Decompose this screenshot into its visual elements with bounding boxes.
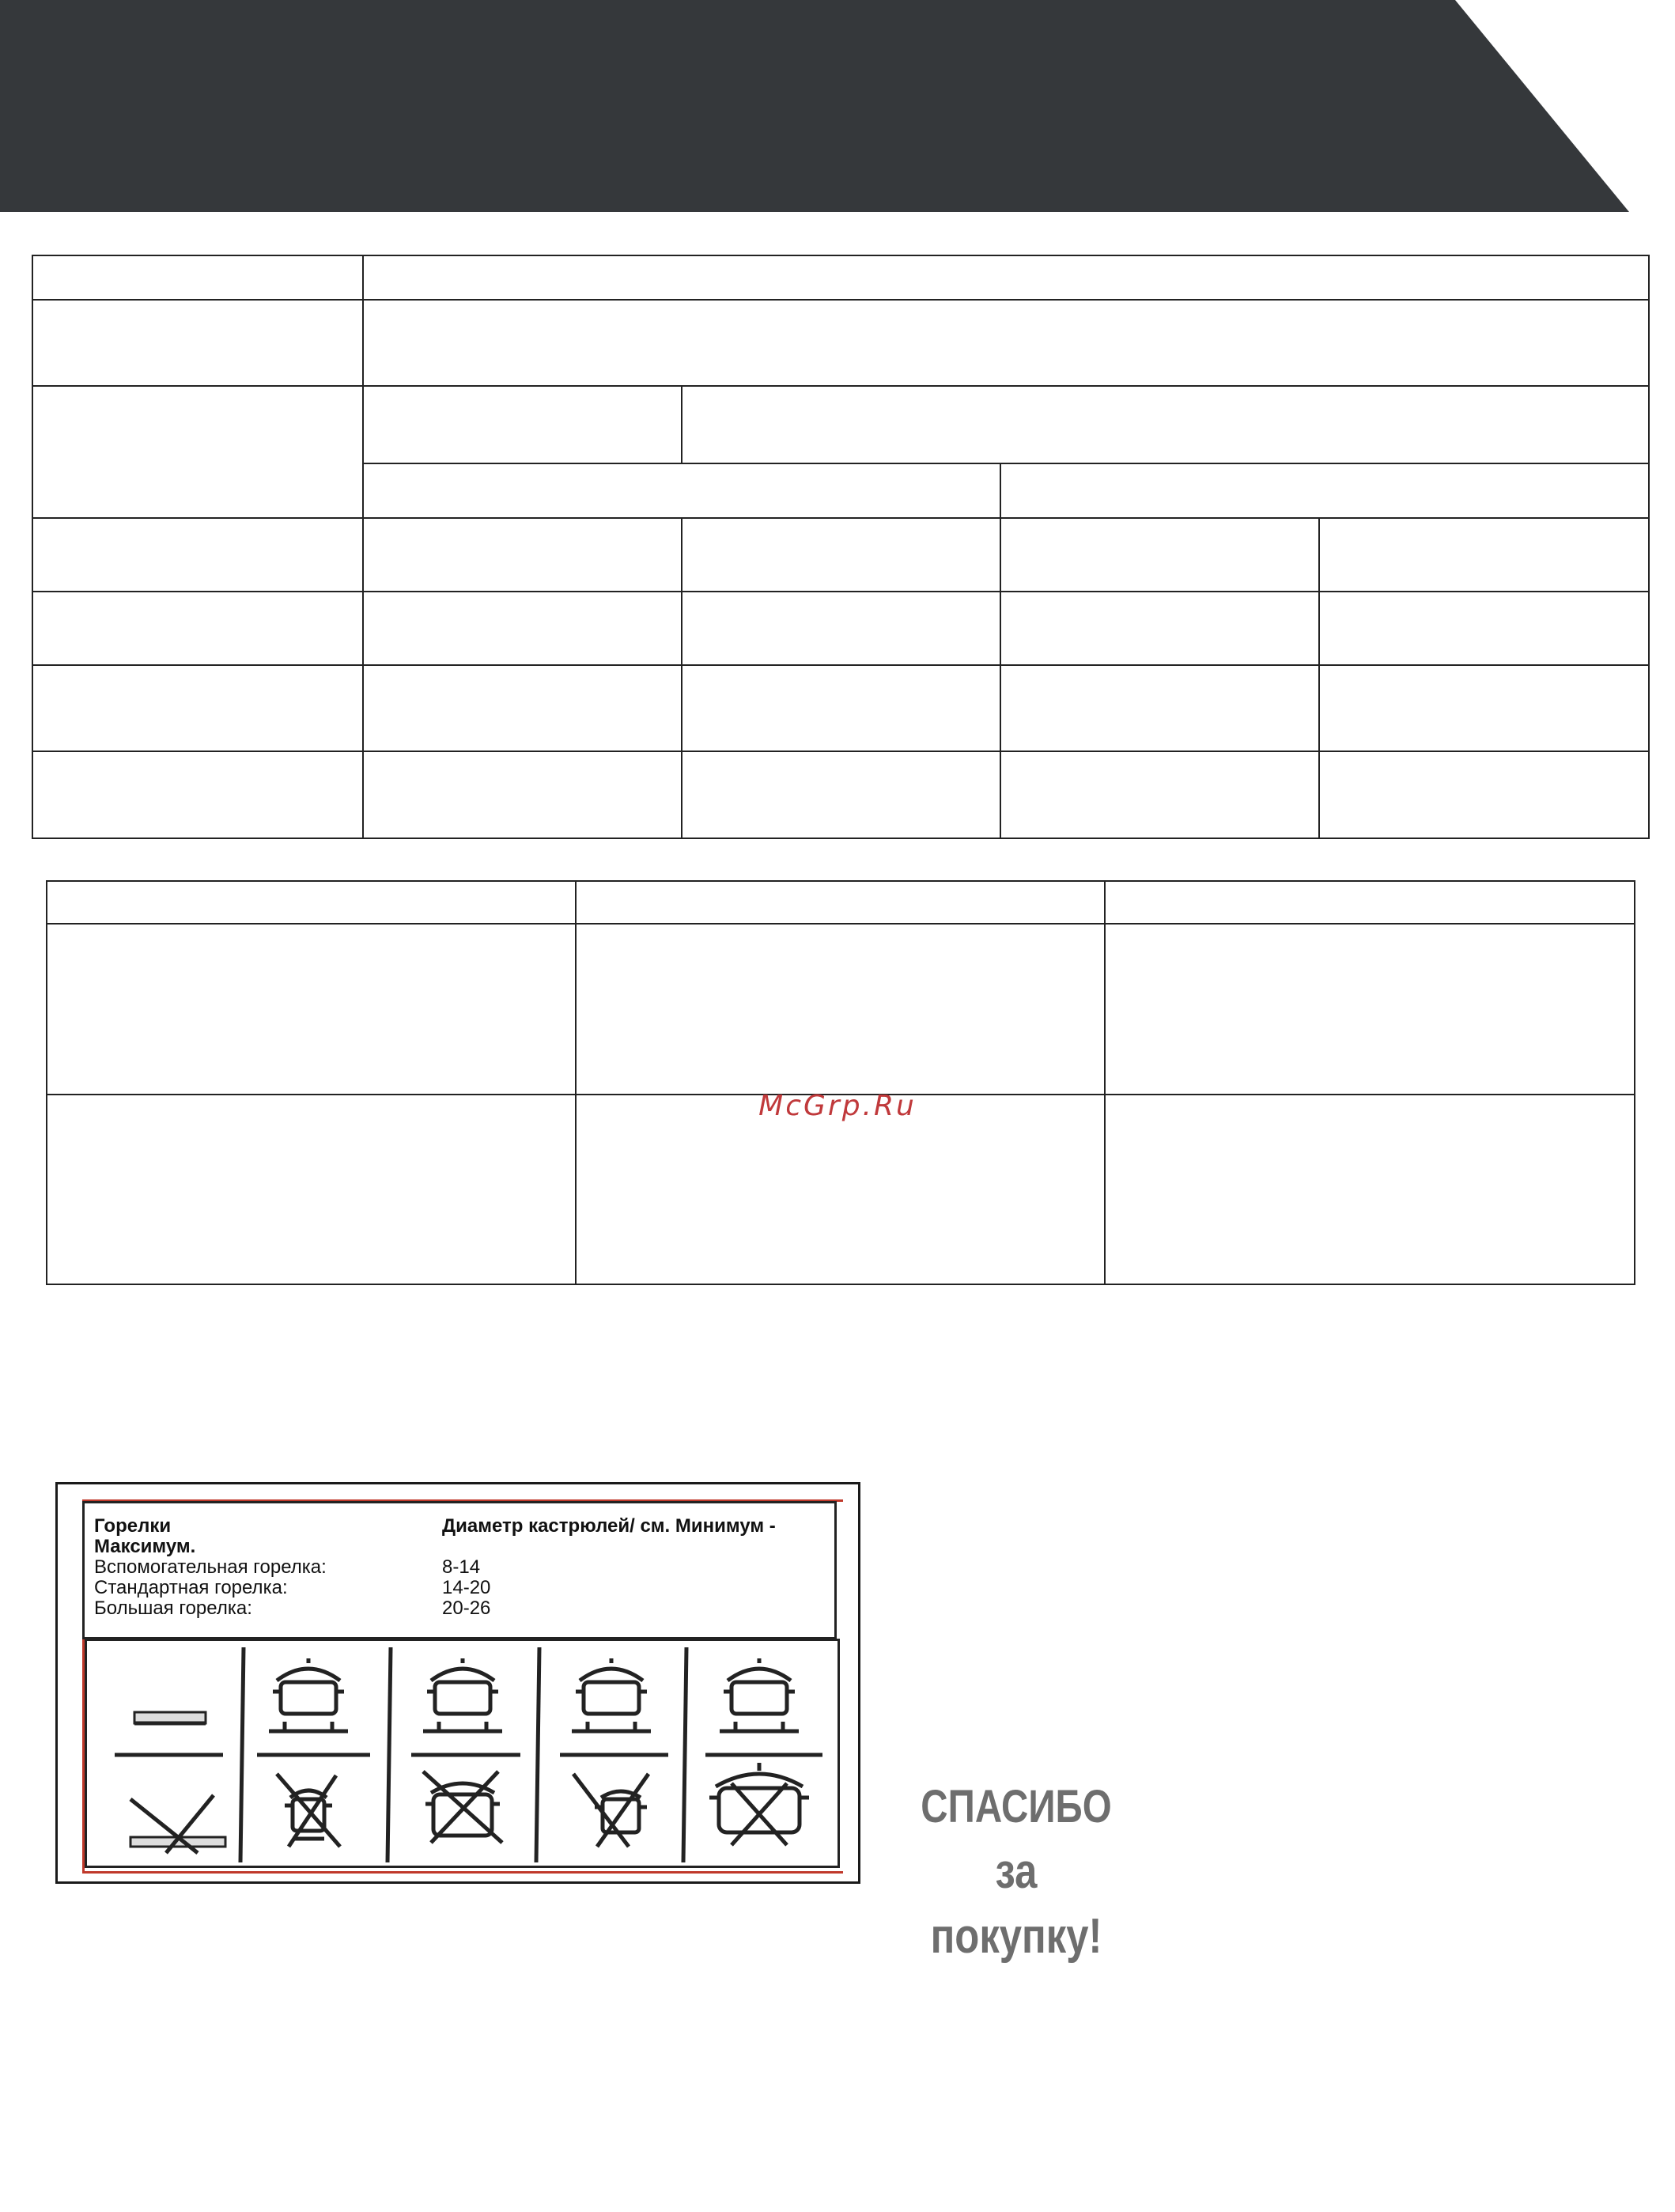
table-cell [1105, 924, 1635, 1095]
table-cell [682, 751, 1000, 838]
pot-wrong-icon [573, 1774, 648, 1847]
table-cell [1000, 592, 1319, 665]
table-cell [47, 881, 576, 924]
cookware-icons-drawing [87, 1641, 842, 1870]
table-cell [1105, 1095, 1635, 1284]
pot-correct-icon [572, 1658, 651, 1731]
table-cell [1000, 463, 1649, 518]
thank-you-message [894, 1775, 1139, 1969]
large-burner-value: 20-26 [442, 1598, 491, 1619]
table-cell [1105, 881, 1635, 924]
standard-burner-label: Стандартная горелка: [94, 1577, 288, 1598]
thank-you-line1: СПАСИБО [921, 1781, 1112, 1832]
table-cell [363, 255, 1649, 300]
table-row [47, 924, 1635, 1095]
burners-heading: Горелки [94, 1515, 172, 1537]
table-row [32, 255, 1649, 300]
table-cell [1000, 751, 1319, 838]
table-cell [1319, 592, 1649, 665]
table-cell [1319, 665, 1649, 751]
aux-burner-value: 8-14 [442, 1556, 481, 1578]
table-cell [576, 1095, 1105, 1284]
table-cell [363, 665, 682, 751]
table-cell [363, 386, 682, 463]
table-cell [682, 518, 1000, 592]
table-cell [576, 924, 1105, 1095]
pot-correct-icon [423, 1658, 502, 1731]
flat-pan-icon [134, 1712, 206, 1723]
table-cell [1319, 751, 1649, 838]
aux-burner-label: Вспомогательная горелка: [94, 1556, 327, 1578]
table-cell [32, 300, 363, 386]
crossed-pan-icon [130, 1795, 225, 1853]
table-row [32, 386, 1649, 463]
watermark: McGrp.Ru [758, 1090, 917, 1122]
table-row [32, 665, 1649, 751]
table-row [32, 300, 1649, 386]
header-banner [0, 0, 1675, 215]
table-cell [363, 300, 1649, 386]
table-cell [1000, 665, 1319, 751]
pot-wrong-icon [277, 1774, 340, 1847]
pot-correct-icon [269, 1658, 348, 1731]
table-cell [47, 924, 576, 1095]
table-cell [363, 518, 682, 592]
standard-burner-value: 14-20 [442, 1577, 491, 1598]
table-cell [682, 386, 1649, 463]
table-cell [32, 751, 363, 838]
large-burner-label: Большая горелка: [94, 1598, 252, 1619]
table-cell [32, 665, 363, 751]
table-cell [1000, 518, 1319, 592]
diameter-heading: Диаметр кастрюлей/ см. Минимум - [442, 1515, 776, 1537]
table-cell [682, 665, 1000, 751]
pot-wrong-icon [423, 1771, 502, 1843]
table-row [47, 881, 1635, 924]
frame-red-line [82, 1871, 843, 1874]
table-cell [363, 463, 1000, 518]
table-cell [363, 751, 682, 838]
table-cell [1319, 518, 1649, 592]
table-row [32, 592, 1649, 665]
table-row [47, 1095, 1635, 1284]
table-cell [363, 592, 682, 665]
spec-table [32, 255, 1650, 839]
table-row [32, 518, 1649, 592]
thank-you-line2: за покупку! [930, 1844, 1102, 1964]
pot-wrong-icon [709, 1763, 809, 1845]
table-cell [576, 881, 1105, 924]
pot-correct-icon [720, 1658, 799, 1731]
burner-table [46, 880, 1635, 1285]
table-cell [32, 592, 363, 665]
table-cell [32, 386, 363, 518]
table-row [32, 751, 1649, 838]
table-cell [47, 1095, 576, 1284]
table-cell [32, 518, 363, 592]
maximum-heading: Максимум. [94, 1536, 196, 1557]
cookware-icons [85, 1639, 840, 1868]
table-cell [32, 255, 363, 300]
burner-diameter-box [82, 1501, 837, 1639]
table-cell [682, 592, 1000, 665]
